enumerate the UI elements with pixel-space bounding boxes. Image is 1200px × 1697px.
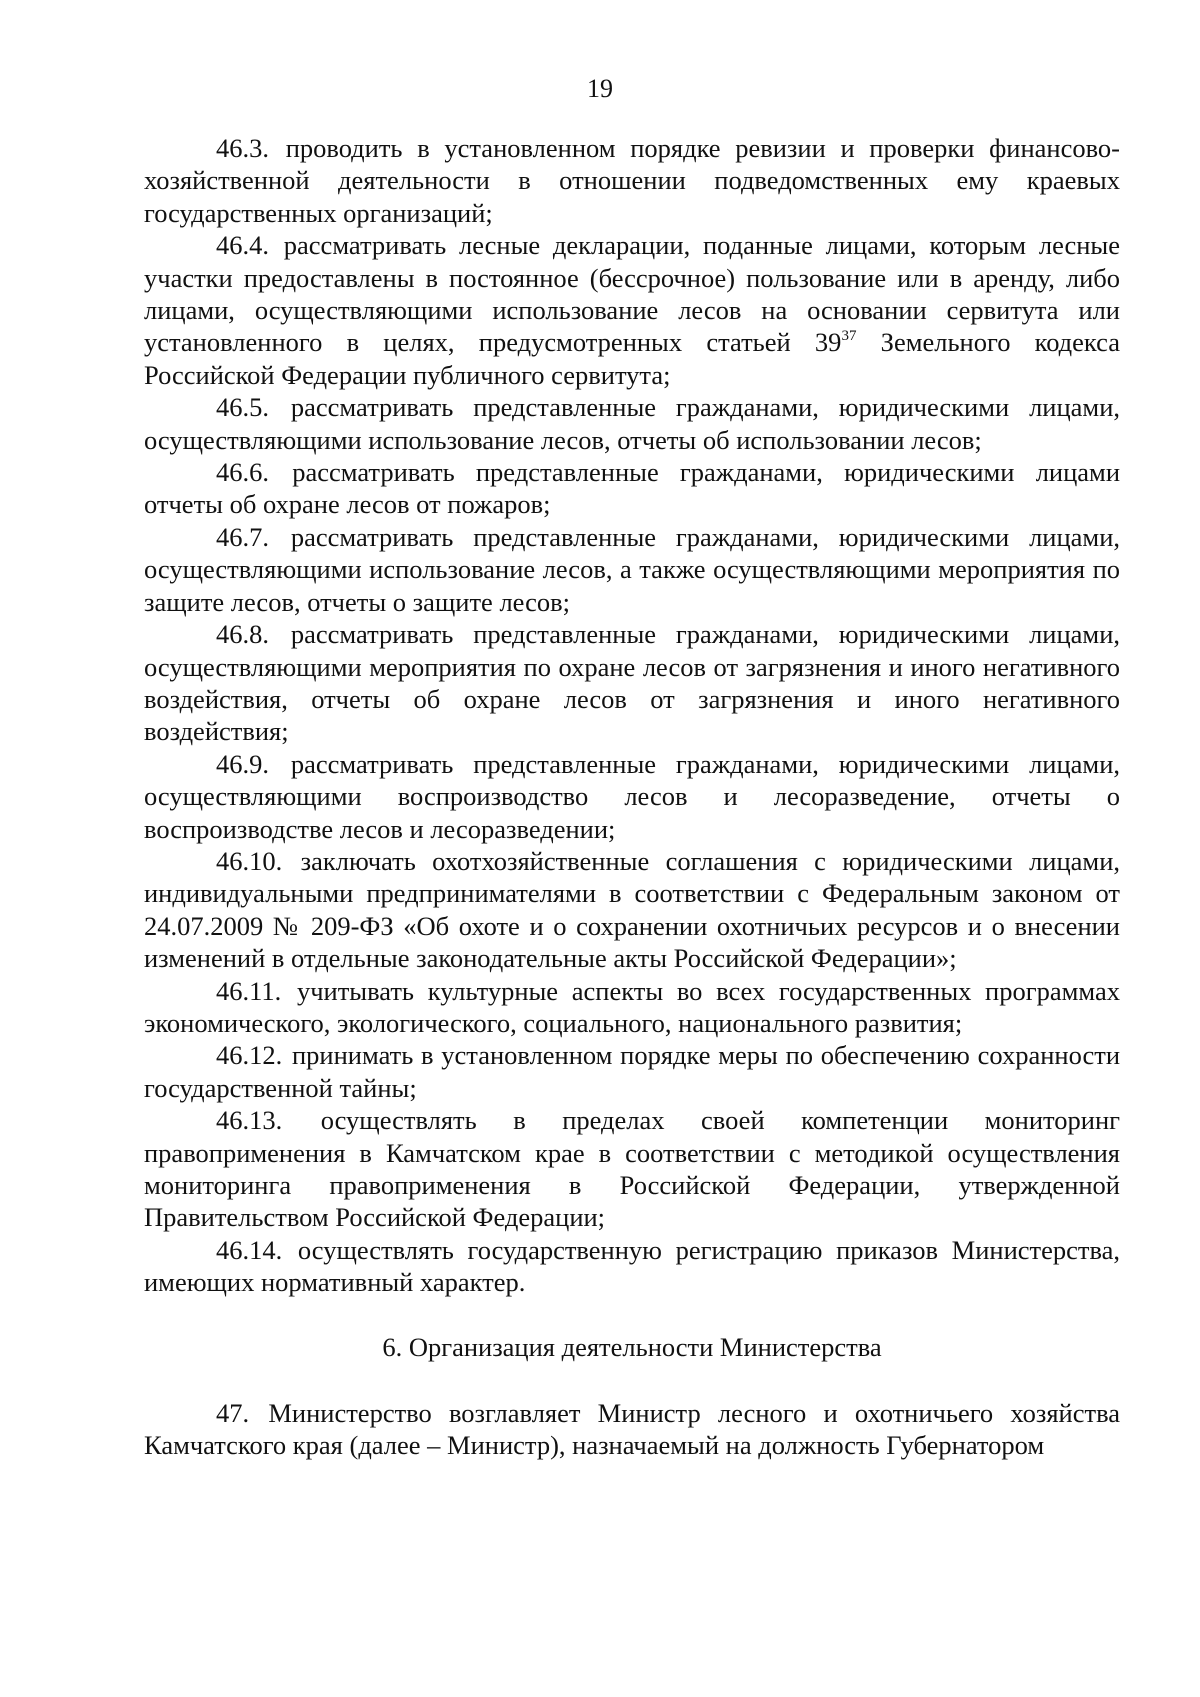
paragraph-number: 46.14. (216, 1234, 283, 1265)
paragraph-46-10 (144, 845, 1120, 975)
paragraph-46-12 (144, 1039, 1120, 1104)
paragraph-46-14 (144, 1234, 1120, 1299)
paragraph-text: рассматривать представленные гражданами, юридическими лицами, осуществляющими использование лесов, отчеты об использовании лесов; (144, 392, 1120, 455)
paragraph-number: 46.3. (216, 133, 269, 163)
paragraph-number: 46.11. (216, 975, 282, 1006)
page-number: 19 (587, 74, 613, 103)
paragraph-number: 47. (216, 1398, 250, 1429)
paragraph-number: 46.7. (216, 521, 269, 552)
paragraph-46-9 (144, 748, 1120, 845)
paragraph-46-13 (144, 1104, 1120, 1234)
paragraph-number: 46.5. (216, 392, 269, 423)
paragraph-text: рассматривать представленные гражданами, юридическими лицами отчеты об охране лесов от пожаров; (144, 457, 1121, 520)
paragraph-46-7 (144, 521, 1120, 618)
paragraph-text: рассматривать лесные декларации, поданные лицами, которым лесные участки предоставлены в постоянное (бессрочное) пользование или в аренду, либо лицами, осуществляющими использование лесов на основании сервитута или установленного в целях, предусмотренных статьей 39 (144, 230, 1121, 358)
paragraph-text: рассматривать представленные гражданами, юридическими лицами, осуществляющими воспроизводство лесов и лесоразведение, отчеты о воспроизводстве лесов и лесоразведении; (144, 748, 1120, 844)
paragraph-text: учитывать культурные аспекты во всех государственных программах экономического, экологического, социального, национального развития; (144, 975, 1120, 1038)
paragraph-number: 46.12. (216, 1040, 283, 1071)
document-body (144, 132, 1120, 1462)
paragraph-46-8 (144, 618, 1120, 748)
paragraph-46-3 (144, 132, 1120, 229)
paragraph-number: 46.9. (216, 748, 269, 779)
paragraph-number: 46.8. (216, 619, 269, 650)
paragraph-number: 46.10. (216, 845, 283, 876)
paragraph-number: 46.4. (216, 230, 269, 261)
paragraph-text: принимать в установленном порядке меры по обеспечению сохранности государственной тайны; (144, 1040, 1120, 1103)
paragraph-text: рассматривать представленные гражданами, юридическими лицами, осуществляющими мероприятия по охране лесов от загрязнения и иного негативного воздействия, отчеты об охране лесов от загрязнения и иного негативного воздействия; (144, 619, 1120, 747)
paragraph-46-11 (144, 975, 1120, 1040)
paragraph-46-5 (144, 391, 1120, 456)
paragraph-number: 46.6. (216, 457, 269, 488)
paragraph-text: рассматривать представленные гражданами, юридическими лицами, осуществляющими использование лесов, а также осуществляющими мероприятия по защите лесов, отчеты о защите лесов; (144, 521, 1120, 617)
paragraph-text: осуществлять государственную регистрацию приказов Министерства, имеющих нормативный характер. (144, 1234, 1120, 1298)
paragraph-text: Министерство возглавляет Министр лесного и охотничьего хозяйства Камчатского края (далее – Министр), назначаемый на должность Губернатором (144, 1398, 1121, 1461)
paragraph-text: проводить в установленном порядке ревизии и проверки финансово-хозяйственной деятельности в отношении подведомственных ему краевых государственных организаций; (144, 133, 1120, 228)
paragraph-text: осуществлять в пределах своей компетенции мониторинг правоприменения в Камчатском крае в соответствии с методикой осуществления мониторинга правоприменения в Российской Федерации, утвержденной Правительством Российской Федерации; (144, 1105, 1120, 1233)
section-heading: 6. Организация деятельности Министерства (382, 1331, 882, 1362)
paragraph-46-4 (144, 229, 1120, 391)
article-superscript: 37 (841, 328, 857, 345)
paragraph-text: заключать охотхозяйственные соглашения с юридическими лицами, индивидуальными предпринимателями в соответствии с Федеральным законом от 24.07.2009 № 209-ФЗ «Об охоте и о сохранении охотничьих ресурсов и о внесении изменений в отдельные законодательные акты Российской Федерации»; (144, 845, 1121, 974)
paragraph-text-continued: Земельного кодекса Российской Федерации публичного сервитута; (144, 327, 1120, 390)
paragraph-number: 46.13. (216, 1105, 283, 1136)
paragraph-46-6 (144, 456, 1120, 521)
paragraph-47 (144, 1397, 1120, 1462)
